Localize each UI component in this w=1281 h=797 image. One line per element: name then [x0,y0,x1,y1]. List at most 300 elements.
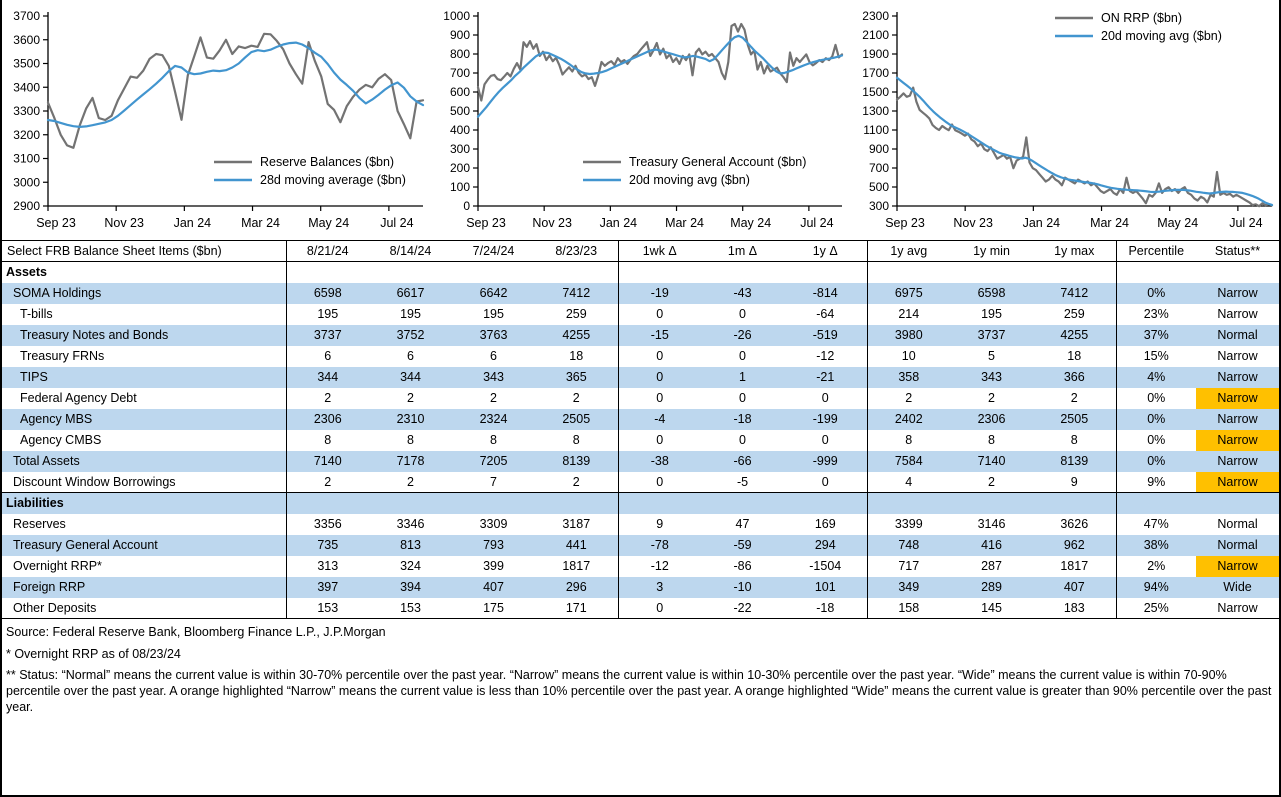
value-cell: 195 [317,307,339,321]
y-tick-label: 800 [449,47,470,61]
value-cell: 6598 [950,283,1033,304]
col-header: 1y min [950,241,1033,262]
value-cell [286,262,369,283]
percentile-cell: 23% [1143,307,1169,321]
value-cell: 1817 [535,556,618,577]
value-cell: -12 [650,559,669,573]
percentile-cell [1116,262,1196,283]
value-cell: -4 [618,409,701,430]
value-cell: 18 [1033,346,1116,367]
section-row [2,493,1279,514]
chart-reserve-balances [2,4,432,241]
value-cell: 813 [369,535,452,556]
table-row [2,388,1279,409]
value-cell: 4255 [535,325,618,346]
percentile-cell: 9% [1147,474,1166,489]
value-cell: 3752 [369,325,452,346]
value-cell: 6617 [369,283,452,304]
col-header: 1y Δ [784,241,867,262]
value-cell [618,493,701,514]
value-cell: 399 [483,559,504,573]
table-header-items: Select FRB Balance Sheet Items ($bn) [2,241,286,262]
value-cell: -59 [701,535,784,556]
footnotes [2,619,1279,715]
value-cell [1033,262,1116,283]
on-rrp-line [897,88,1272,207]
y-tick-label: 3500 [13,56,40,71]
col-header: 7/24/24 [452,241,535,262]
value-cell: 2 [324,391,332,405]
value-cell: 6598 [286,283,369,304]
status-cell: Narrow [1217,307,1258,321]
value-cell: 6 [324,349,332,363]
table-row [2,577,1279,598]
value-cell: 3737 [950,325,1033,346]
value-cell: 441 [535,535,618,556]
row-label: Treasury Notes and Bonds [2,325,286,346]
col-header: 8/21/24 [286,241,369,262]
treasury-general-account-line [478,24,842,101]
row-label: Discount Window Borrowings [2,472,286,493]
value-cell: 3626 [1033,514,1116,535]
table-row [2,283,1279,304]
value-cell: 195 [981,307,1002,321]
value-cell: 2 [988,474,995,489]
y-tick-label: 3200 [13,127,40,142]
value-cell: -12 [784,346,867,367]
chart-treasury-general-account [432,4,851,241]
value-cell: 735 [286,535,369,556]
value-cell: 195 [483,307,504,321]
row-label: Federal Agency Debt [2,388,286,409]
y-tick-label: 0 [463,199,470,213]
table-header-row [2,241,1279,262]
status-cell: Narrow [1217,349,1258,363]
value-cell: 2306 [286,409,369,430]
status-cell: Normal [1196,535,1279,556]
section-row [2,262,1279,283]
x-tick-label: Sep 23 [466,216,506,230]
value-cell: 294 [784,535,867,556]
reserve-balances-chart [2,4,432,236]
value-cell: 6642 [452,283,535,304]
value-cell: -10 [701,577,784,598]
col-header: Status** [1196,241,1279,262]
value-cell [701,493,784,514]
y-tick-label: 1700 [862,66,889,80]
percentile-cell: 0% [1147,391,1166,405]
value-cell: 0 [618,598,701,619]
y-tick-label: 3400 [13,80,40,95]
y-tick-label: 3600 [13,32,40,47]
value-cell: 1 [701,367,784,388]
value-cell: 6975 [867,283,950,304]
value-cell: 366 [1033,367,1116,388]
value-cell: 748 [867,535,950,556]
value-cell: 7584 [867,451,950,472]
value-cell: 358 [867,367,950,388]
value-cell: 10 [901,349,916,363]
value-cell: 349 [867,577,950,598]
balance-sheet-table [2,240,1279,619]
value-cell [1033,493,1116,514]
table-row [2,304,1279,325]
value-cell: 2306 [950,409,1033,430]
value-cell: 2 [535,472,618,493]
percentile-cell: 25% [1116,598,1196,619]
y-tick-label: 1100 [863,123,889,137]
value-cell [535,262,618,283]
status-definition-note: ** Status: “Normal” means the current value is within 30-70% percentile over the past year. “Narrow” means the current value is within 10-30% percentile over the past year. “Wide” means the current value is within 70-90% percentile over the past year. A orange highlighted “Narrow” means the current value is less than 10% percentile over the past year. A orange highlighted “Wide” means the current value is greater than 90% percentile over the past year. [6,668,1272,714]
value-cell: -19 [618,283,701,304]
value-cell: 0 [739,349,746,363]
value-cell: 7412 [1033,283,1116,304]
status-cell: Narrow [1196,388,1279,409]
status-cell [1196,493,1279,514]
status-cell: Narrow [1196,472,1279,493]
x-tick-label: Jul 24 [1229,216,1263,230]
y-tick-label: 600 [449,85,470,99]
value-cell: 2 [490,391,497,405]
value-cell: 183 [1033,598,1116,619]
row-label: Assets [2,262,286,283]
value-cell: -199 [784,409,867,430]
value-cell: 2402 [867,409,950,430]
value-cell: 0 [656,307,664,321]
row-label: Foreign RRP [2,577,286,598]
table-row [2,451,1279,472]
value-cell: 324 [400,559,421,573]
table-row [2,556,1279,577]
value-cell: 7140 [950,451,1033,472]
value-cell: 8 [905,433,913,447]
table-row [2,535,1279,556]
value-cell: -86 [733,559,752,573]
y-tick-label: 3000 [13,175,40,190]
overnight-rrp-note: * Overnight RRP as of 08/23/24 [6,646,181,661]
value-cell: 6 [407,349,414,363]
table-row [2,598,1279,619]
value-cell: 2324 [452,409,535,430]
value-cell [784,262,867,283]
value-cell [452,493,535,514]
value-cell: 793 [452,535,535,556]
value-cell: 0 [618,367,701,388]
charts-row [2,0,1279,240]
value-cell: -519 [784,325,867,346]
y-tick-label: 500 [868,180,889,194]
legend-label: 20d moving avg ($bn) [629,173,750,187]
row-label: Treasury General Account [2,535,286,556]
value-cell: -18 [701,409,784,430]
y-tick-label: 1300 [862,104,889,118]
legend-label: Reserve Balances ($bn) [260,155,395,169]
x-tick-label: Sep 23 [36,216,76,230]
value-cell: 0 [739,391,746,405]
percentile-cell: 0% [1116,409,1196,430]
value-cell: 7 [490,474,497,489]
x-tick-label: Jul 24 [800,216,834,230]
status-cell: Narrow [1196,430,1279,451]
value-cell: 259 [1033,304,1116,325]
y-tick-label: 3100 [13,151,40,166]
value-cell: 3309 [479,517,508,531]
reserve-balances-line [48,34,423,148]
x-tick-label: Jul 24 [380,216,414,230]
value-cell: 7412 [535,283,618,304]
x-tick-label: Sep 23 [885,216,925,230]
x-tick-label: Jan 24 [173,216,212,230]
value-cell: 407 [452,577,535,598]
value-cell: 4 [905,474,913,489]
value-cell: 6 [490,349,497,363]
value-cell [950,493,1033,514]
value-cell: -43 [701,283,784,304]
value-cell: 8139 [535,451,618,472]
y-tick-label: 3700 [13,9,40,23]
value-cell: 717 [898,559,920,573]
value-cell: -26 [701,325,784,346]
value-cell: 7140 [286,451,369,472]
value-cell: -5 [736,474,749,489]
value-cell: 0 [784,430,867,451]
y-tick-label: 700 [449,66,470,80]
value-cell: 2 [1033,388,1116,409]
value-cell: 3399 [894,517,923,531]
y-tick-label: 2100 [862,28,889,42]
x-tick-label: Nov 23 [953,216,993,230]
value-cell: 2 [324,474,332,489]
row-label: T-bills [2,304,286,325]
value-cell: 8 [490,433,497,447]
value-cell: 145 [950,598,1033,619]
value-cell: 397 [286,577,369,598]
value-cell: 9 [656,517,664,531]
row-label: Overnight RRP* [2,556,286,577]
status-cell: Narrow [1196,556,1279,577]
col-header: 1y max [1033,241,1116,262]
value-cell [286,493,369,514]
y-tick-label: 2900 [13,199,40,213]
percentile-cell: 0% [1116,283,1196,304]
value-cell: 0 [739,307,746,321]
value-cell: 0 [784,472,867,493]
value-cell: 962 [1033,535,1116,556]
y-tick-label: 1500 [862,85,889,99]
col-header: Percentile [1116,241,1196,262]
col-header: 1y avg [867,241,950,262]
row-label: SOMA Holdings [2,283,286,304]
value-cell: 344 [369,367,452,388]
value-cell [535,493,618,514]
x-tick-label: May 24 [730,216,772,230]
value-cell: 1817 [1033,556,1116,577]
table-row [2,367,1279,388]
value-cell: 9 [1033,472,1116,493]
value-cell: 296 [535,577,618,598]
value-cell: 2 [905,391,913,405]
value-cell [701,262,784,283]
value-cell: 0 [656,433,664,447]
percentile-cell: 15% [1143,349,1169,363]
value-cell: 7205 [452,451,535,472]
value-cell: -999 [784,451,867,472]
value-cell [618,262,701,283]
value-cell: 313 [317,559,339,573]
value-cell: 2505 [535,409,618,430]
value-cell: -78 [618,535,701,556]
value-cell: 8 [535,430,618,451]
row-label: Total Assets [2,451,286,472]
value-cell: 2 [988,391,995,405]
y-tick-label: 300 [449,142,470,156]
legend-label: Treasury General Account ($bn) [629,155,807,169]
value-cell: 2 [407,474,414,489]
status-cell: Narrow [1196,598,1279,619]
percentile-cell: 2% [1147,559,1166,573]
status-cell: Narrow [1196,451,1279,472]
percentile-cell: 4% [1116,367,1196,388]
legend-label: 20d moving avg ($bn) [1101,29,1222,43]
row-label: Reserves [2,514,286,535]
value-cell: 3146 [977,517,1006,531]
y-tick-label: 400 [449,123,470,137]
value-cell: 47 [735,517,750,531]
value-cell: 195 [400,307,421,321]
value-cell: -814 [784,283,867,304]
value-cell: 3187 [535,514,618,535]
value-cell: 2505 [1033,409,1116,430]
value-cell: 365 [535,367,618,388]
percentile-cell: 38% [1116,535,1196,556]
value-cell: -38 [618,451,701,472]
value-cell: 0 [656,349,664,363]
value-cell: -18 [784,598,867,619]
treasury-general-account-chart [432,4,851,236]
value-cell [950,262,1033,283]
value-cell: 289 [950,577,1033,598]
value-cell: 8 [407,433,414,447]
status-cell [1196,262,1279,283]
source-note: Source: Federal Reserve Bank, Bloomberg Finance L.P., J.P.Morgan [6,625,386,639]
y-tick-label: 100 [449,180,470,194]
value-cell: 2 [407,391,414,405]
value-cell: 3763 [452,325,535,346]
value-cell: 158 [867,598,950,619]
status-cell: Narrow [1196,409,1279,430]
col-header: 1wk Δ [618,241,701,262]
value-cell [369,262,452,283]
percentile-cell: 37% [1116,325,1196,346]
y-tick-label: 1000 [443,9,470,23]
value-cell: 169 [784,514,867,535]
y-tick-label: 1900 [862,47,889,61]
value-cell: 153 [369,598,452,619]
value-cell: -66 [701,451,784,472]
value-cell: -64 [784,304,867,325]
legend-label: ON RRP ($bn) [1101,11,1183,25]
value-cell: 3980 [867,325,950,346]
value-cell: 175 [452,598,535,619]
y-tick-label: 2300 [862,9,889,23]
value-cell: 8139 [1033,451,1116,472]
value-cell: 3737 [286,325,369,346]
value-cell [867,493,950,514]
x-tick-label: Mar 24 [241,216,280,230]
y-tick-label: 300 [868,199,889,213]
row-label: Treasury FRNs [2,346,286,367]
status-cell: Normal [1217,517,1258,531]
on-rrp-chart [851,4,1281,236]
row-label: Other Deposits [2,598,286,619]
row-label: Agency MBS [2,409,286,430]
x-tick-label: May 24 [1157,216,1199,230]
table-row [2,472,1279,493]
col-header: 1m Δ [701,241,784,262]
x-tick-label: Nov 23 [104,216,144,230]
legend-label: 28d moving average ($bn) [260,173,406,187]
x-tick-label: Jan 24 [599,216,638,230]
value-cell: 8 [988,433,995,447]
table-row [2,430,1279,451]
value-cell: 344 [286,367,369,388]
percentile-cell: 94% [1116,577,1196,598]
table-row [2,409,1279,430]
y-tick-label: 900 [449,28,470,42]
value-cell: 416 [950,535,1033,556]
percentile-cell [1116,493,1196,514]
status-cell: Narrow [1196,283,1279,304]
table-row [2,514,1279,535]
row-label: TIPS [2,367,286,388]
value-cell: 7178 [369,451,452,472]
x-tick-label: May 24 [308,216,350,230]
value-cell [784,493,867,514]
row-label: Liabilities [2,493,286,514]
value-cell: 5 [988,349,995,363]
value-cell: 3356 [313,517,342,531]
value-cell: 214 [898,307,920,321]
table-row [2,346,1279,367]
x-tick-label: Mar 24 [1090,216,1129,230]
value-cell [369,493,452,514]
x-tick-label: Jan 24 [1022,216,1061,230]
value-cell: 0 [656,474,664,489]
value-cell: 153 [286,598,369,619]
value-cell: 3 [618,577,701,598]
row-label: Agency CMBS [2,430,286,451]
value-cell: 18 [535,346,618,367]
y-tick-label: 700 [868,161,889,175]
value-cell: 0 [739,433,746,447]
percentile-cell: 0% [1116,451,1196,472]
value-cell: 171 [535,598,618,619]
percentile-cell: 47% [1143,517,1169,531]
value-cell: 0 [784,388,867,409]
value-cell: -22 [701,598,784,619]
x-tick-label: Mar 24 [665,216,704,230]
value-cell: 4255 [1033,325,1116,346]
x-tick-label: Nov 23 [532,216,572,230]
value-cell: -15 [618,325,701,346]
value-cell: 407 [1033,577,1116,598]
value-cell: 287 [981,559,1002,573]
value-cell: 394 [369,577,452,598]
value-cell: 101 [784,577,867,598]
y-tick-label: 3300 [13,104,40,118]
col-header: 8/14/24 [369,241,452,262]
percentile-cell: 0% [1147,433,1166,447]
